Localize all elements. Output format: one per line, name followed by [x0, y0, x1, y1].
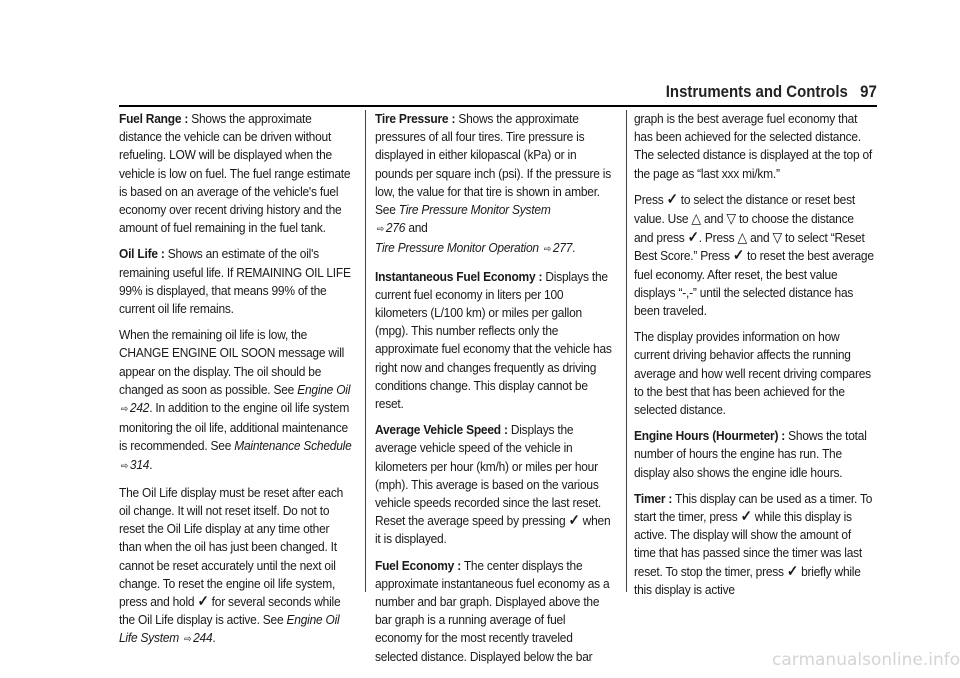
page-ref[interactable]: 276: [385, 220, 406, 236]
body-text: This display can be used as a timer. To start the timer, press: [634, 490, 873, 525]
checkmark-icon: ✓: [786, 562, 798, 580]
header-rule: [119, 105, 877, 107]
body-text: Shows the total number of hours the engine has run. The display also shows the engine idle hours.: [634, 428, 867, 480]
page-header: [666, 82, 877, 102]
paragraph: graph is the best average fuel economy that has been achieved for the selected distance. The selected distance is displayed at the top of the page as “last xxx mi/km.”: [634, 111, 873, 181]
page-ref[interactable]: 314: [129, 456, 150, 472]
cross-reference-link[interactable]: Tire Pressure Monitor System: [398, 202, 551, 218]
body-text: and: [405, 220, 428, 236]
body-text: Displays the average vehicle speed of the vehicle in kilometers per hour (km/h) or miles per hour (mph). This average is based on the various vehicle speeds recorded since the last reset. Reset the average speed by pressing: [375, 422, 602, 529]
term: Timer :: [634, 490, 673, 506]
page-ref-icon: ⇨: [120, 404, 129, 416]
column-2: [375, 110, 614, 674]
column-3: [634, 110, 875, 607]
page-number: 97: [860, 82, 877, 101]
paragraph: [634, 490, 875, 599]
body-text: The Oil Life display must be reset after each oil change. It will not reset itself. Do not to reset the Oil Life display at any time other than when the oil has just been changed. It cannot be reset accurately until the next oil change. To reset the engine oil life system, press and hold: [119, 484, 344, 610]
body-text: Shows the approximate distance the vehicle can be driven without refueling. LOW will be displayed when the vehicle is low on fuel. The fuel range estimate is based on an average of the vehicle's fuel economy over recent driving history and the amount of fuel remaining in the fuel tank.: [119, 111, 351, 236]
page-ref-icon: ⇨: [543, 244, 552, 256]
paragraph: [375, 557, 614, 666]
watermark: carmanualsonline.info: [772, 650, 960, 670]
paragraph: [634, 191, 875, 320]
page-ref[interactable]: 242: [129, 400, 150, 416]
term: Average Vehicle Speed :: [375, 422, 508, 438]
body-text: when it is displayed.: [375, 513, 611, 547]
body-text: to reset the best average fuel economy. After reset, the best value displays “-,-” until the selected distance has been traveled.: [634, 248, 874, 319]
cross-reference-link[interactable]: Maintenance Schedule: [234, 438, 352, 454]
body-text: and: [700, 211, 727, 227]
term: Oil Life :: [119, 246, 165, 262]
column-divider: [626, 110, 627, 592]
paragraph: [375, 421, 614, 548]
column-divider: [365, 110, 366, 592]
page-ref[interactable]: 277: [552, 240, 573, 256]
term: Fuel Economy :: [375, 557, 461, 573]
paragraph: The Oil Life display must be reset after each oil change. It will not reset itself. Do not to reset the Oil Life display at any time other than when the oil has just been changed. It cannot be reset accurately until the next oil change. To reset the engine oil life system, press and hold ✓ for several seconds while the Oil Life display is active. See Engine Oil Life System ⇨ 244.: [119, 484, 344, 646]
checkmark-icon: ✓: [666, 190, 678, 208]
body-text: to select “Reset Best Score.” Press: [634, 230, 865, 264]
body-text: When the remaining oil life is low, the CHANGE ENGINE OIL SOON message will appear on the display. The oil should be changed as soon as possible. See: [119, 327, 345, 397]
body-text: . Press: [698, 230, 738, 246]
body-text: and: [746, 230, 773, 246]
body-text: for several seconds while the Oil Life display is active. See: [119, 594, 341, 628]
column-1: [119, 110, 353, 658]
body-text: to choose the distance and press: [634, 211, 854, 246]
down-arrow-icon: ▽: [726, 210, 736, 227]
cross-reference-link[interactable]: Tire Pressure Monitor Operation: [375, 240, 539, 256]
page-ref-icon: ⇨: [120, 460, 129, 472]
body-text: Displays the current fuel economy in liters per 100 kilometers (L/100 km) or miles per gallon (mpg). This number reflects only the approximate fuel economy that the vehicle has right now and changes frequently as driving conditions change. This display cannot be reset.: [375, 268, 612, 412]
checkmark-icon: ✓: [687, 229, 699, 247]
paragraph: [375, 268, 614, 414]
page-ref[interactable]: 244: [193, 630, 213, 646]
body-text: Press: [634, 191, 667, 207]
term: Engine Hours (Hourmeter) :: [634, 428, 786, 444]
page-ref-icon: ⇨: [376, 224, 385, 236]
paragraph: [119, 245, 353, 318]
paragraph: The display provides information on how current driving behavior affects the running average and how well recent driving compares to the best that has been achieved for the selected distance.: [634, 329, 871, 418]
section-title: Instruments and Controls: [665, 82, 849, 101]
up-arrow-icon: △: [691, 210, 701, 227]
term: Tire Pressure :: [375, 111, 456, 126]
checkmark-icon: ✓: [732, 247, 744, 265]
down-arrow-icon: ▽: [772, 229, 782, 246]
body-text: briefly while this display is active: [634, 563, 861, 597]
term: Instantaneous Fuel Economy :: [375, 268, 543, 284]
body-text: while this display is active. The display will show the amount of time that has passed since the timer was last reset. To stop the timer, press: [634, 509, 863, 579]
term: Fuel Range :: [119, 111, 189, 126]
checkmark-icon: ✓: [197, 593, 209, 611]
body-text: Shows an estimate of the oil's remaining useful life. If REMAINING OIL LIFE 99% is displayed, that means 99% of the current oil life remains.: [119, 246, 351, 317]
paragraph: When the remaining oil life is low, the CHANGE ENGINE OIL SOON message will appear on the display. The oil should be changed as soon as possible. See Engine Oil ⇨ 242. In addition to the engine oil life system monitoring the oil life, additional maintenance is recommended. See Maintenance Schedule ⇨ 314.: [119, 327, 352, 472]
cross-reference-link[interactable]: Engine Oil: [297, 381, 351, 397]
checkmark-icon: ✓: [568, 512, 580, 530]
checkmark-icon: ✓: [740, 508, 752, 526]
paragraph: [634, 427, 875, 482]
cross-reference-link[interactable]: Engine Oil Life System: [119, 612, 340, 646]
body-text: The center displays the approximate instantaneous fuel economy as a number and bar graph. Displayed above the bar graph is a running average of fuel economy for the most recently traveled selected distance. Displayed below the bar: [375, 557, 610, 664]
body-text: to select the distance or reset best value. Use: [634, 191, 855, 227]
paragraph: Tire Pressure : Shows the approximate pressures of all four tires. Tire pressure is displayed in either kilopascal (kPa) or in pounds per square inch (psi). If the pressure is low, the value for that tire is shown in amber. See Tire Pressure Monitor System ⇨ 276 and Tire Pressure Monitor Operation ⇨ 277.: [375, 111, 611, 256]
up-arrow-icon: △: [737, 229, 747, 246]
body-text: Shows the approximate pressures of all four tires. Tire pressure is displayed in either kilopascal (kPa) or in pounds per square inch (psi). If the pressure is low, the value for that tire is shown in amber. See: [375, 111, 611, 218]
paragraph: [119, 110, 353, 237]
body-text: . In addition to the engine oil life system monitoring the oil life, additional maintenance is recommended. See: [119, 400, 350, 454]
page-ref-icon: ⇨: [183, 634, 192, 646]
